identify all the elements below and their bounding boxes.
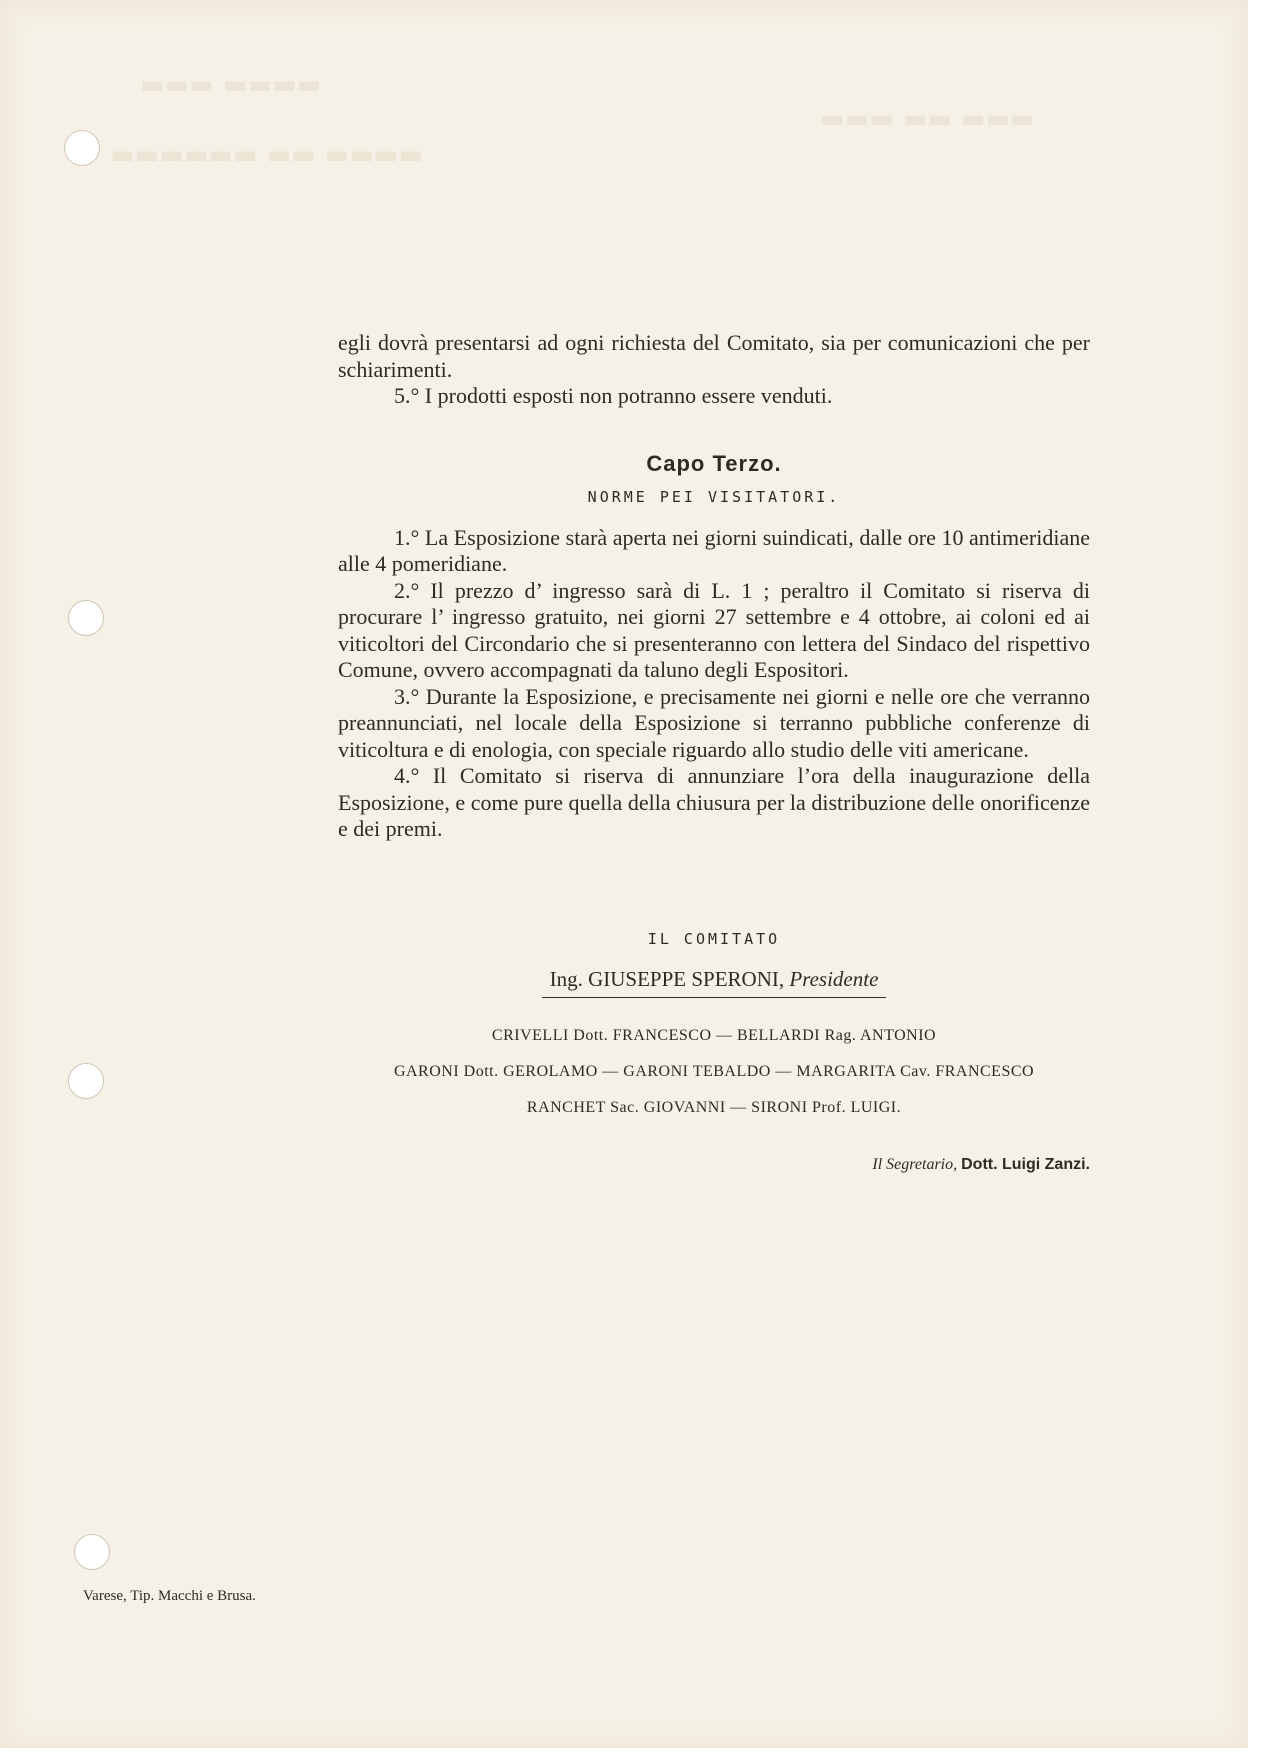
continuation-paragraph: egli dovrà presentarsi ad ogni richiesta del Comitato, sia per comunicazioni che per schiarimenti. — [338, 330, 1090, 382]
president-signature — [542, 966, 887, 998]
visitor-rule-1: 1.° La Esposizione starà aperta nei giorni suindicati, dalle ore 10 antimeridiane alle 4 pomeridiane. — [338, 524, 1090, 576]
secretary-signature — [338, 1152, 1090, 1179]
punch-hole — [68, 600, 104, 636]
president-line — [338, 966, 1090, 998]
visitor-rule-3: 3.° Durante la Esposizione, e precisamente nei giorni e nelle ore che verranno preannunciati, nel locale della Esposizione si terranno pubbliche conferenze di viticoltura e di enologia, con speciale riguardo allo studio delle viti americane. — [338, 683, 1090, 762]
punch-hole — [64, 130, 100, 166]
president-role: Presidente — [789, 967, 879, 991]
bleed-through-mark: ▬▬▬ ▬▬ ▬▬▬ — [820, 104, 1035, 134]
member-line: RANCHET Sac. GIOVANNI — SIRONI Prof. LUIGI. — [526, 1098, 902, 1116]
section-heading: NORME PEI VISITATORI. — [587, 488, 841, 506]
visitor-rule-2: 2.° Il prezzo d’ ingresso sarà di L. 1 ; peraltro il Comitato si riserva di procurare l’ ingresso gratuito, nei giorni 27 settembre e 4 ottobre, ai coloni ed ai viticoltori del Circondario che si presenteranno con lettera del Sindaco del rispettivo Comune, ovvero accompagnati da taluno degli Espositori. — [338, 577, 1090, 682]
body-text — [338, 330, 1090, 1178]
president-name: Ing. GIUSEPPE SPERONI, — [549, 967, 785, 991]
chapter-title: Capo Terzo. — [646, 450, 782, 476]
visitor-rule-4: 4.° Il Comitato si riserva di annunziare l’ora della inaugurazione della Esposizione, e come pure quella della chiusura per la distribuzione delle onorificenze e dei premi. — [338, 763, 1090, 841]
bleed-through-mark: ▬▬▬ ▬▬▬▬ — [140, 70, 322, 100]
committee-members — [338, 1018, 1090, 1126]
secretary-role: Il Segretario, — [872, 1155, 958, 1173]
member-line: GARONI Dott. GEROLAMO — GARONI TEBALDO — MARGARITA Cav. FRANCESCO — [393, 1062, 1035, 1080]
secretary-name: Dott. Luigi Zanzi. — [961, 1155, 1090, 1173]
punch-hole — [74, 1534, 110, 1570]
punch-hole — [68, 1063, 104, 1099]
member-line: CRIVELLI Dott. FRANCESCO — BELLARDI Rag. ANTONIO — [491, 1026, 937, 1044]
bleed-through-mark: ▬▬▬▬▬▬ ▬▬ ▬▬▬▬ — [110, 140, 423, 170]
committee-heading: IL COMITATO — [647, 929, 781, 948]
rule-5-paragraph: 5.° I prodotti esposti non potranno essere venduti. — [394, 383, 833, 408]
printer-imprint: Varese, Tip. Macchi e Brusa. — [83, 1588, 256, 1604]
